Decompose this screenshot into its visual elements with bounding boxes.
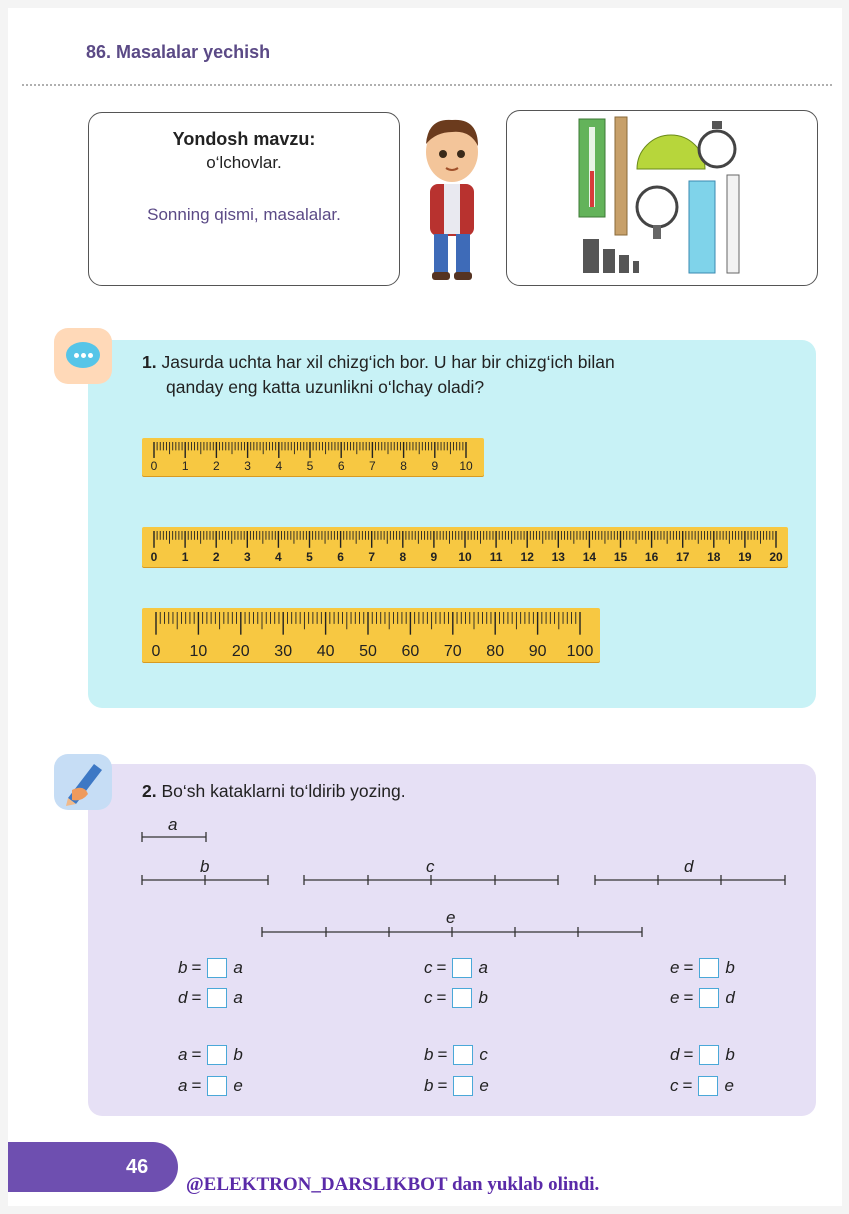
ruler-label: 12 bbox=[520, 550, 534, 564]
ruler-label: 11 bbox=[489, 550, 503, 564]
page-number-tab bbox=[8, 1142, 178, 1192]
ruler-label: 9 bbox=[430, 550, 438, 564]
equation-9: d = b bbox=[670, 1045, 735, 1064]
ruler-label: 2 bbox=[213, 459, 220, 473]
ruler-label: 13 bbox=[551, 550, 565, 564]
ruler-label: 3 bbox=[244, 459, 251, 473]
answer-box[interactable] bbox=[207, 958, 227, 978]
task1-number: 1. bbox=[142, 352, 157, 372]
ruler-label: 5 bbox=[306, 550, 313, 564]
download-note: @ELEKTRON_DARSLIKBOT dan yuklab olindi. bbox=[186, 1174, 600, 1195]
segment-label-b: b bbox=[200, 857, 210, 876]
ruler-label: 18 bbox=[707, 550, 721, 564]
segment-label-d: d bbox=[684, 857, 694, 876]
ruler-label: 80 bbox=[486, 643, 505, 660]
equation-1: b = a bbox=[178, 958, 243, 977]
answer-box[interactable] bbox=[207, 1045, 227, 1065]
equation-2: c = a bbox=[424, 958, 488, 977]
task2-instruction: Bo‘sh kataklarni to‘ldirib yozing. bbox=[161, 781, 406, 801]
equation-3: e = b bbox=[670, 958, 735, 977]
ruler-label: 7 bbox=[369, 459, 376, 473]
ruler-label: 1 bbox=[181, 459, 189, 473]
topic-subheading: o‘lchovlar. bbox=[206, 153, 282, 172]
answer-box[interactable] bbox=[452, 958, 472, 978]
segment-label-e: e bbox=[446, 908, 456, 927]
equation-5: c = b bbox=[424, 988, 488, 1007]
answer-box[interactable] bbox=[452, 988, 472, 1008]
ruler-label: 1 bbox=[181, 550, 189, 564]
ruler-label: 60 bbox=[401, 643, 420, 660]
ruler-label: 6 bbox=[337, 459, 345, 473]
ruler-label: 100 bbox=[566, 643, 594, 660]
equation-6: e = d bbox=[670, 988, 735, 1007]
ruler-label: 17 bbox=[676, 550, 690, 564]
page-number: 46 bbox=[126, 1156, 149, 1178]
ruler-label: 16 bbox=[644, 550, 659, 564]
ruler-label: 19 bbox=[738, 550, 752, 564]
ruler-label: 70 bbox=[443, 643, 462, 660]
answer-box[interactable] bbox=[699, 958, 719, 978]
equation-12: c = e bbox=[670, 1076, 734, 1095]
ruler-label: 7 bbox=[368, 550, 376, 564]
equation-7: a = b bbox=[178, 1045, 243, 1064]
topic-extra: Sonning qismi, masalalar. bbox=[147, 205, 341, 224]
ruler-label: 0 bbox=[151, 643, 161, 660]
task1-line1: Jasurda uchta har xil chizg‘ich bor. U har bir chizg‘ich bilan bbox=[161, 352, 615, 372]
answer-box[interactable] bbox=[453, 1076, 473, 1096]
ruler-label: 40 bbox=[316, 643, 335, 660]
answer-box[interactable] bbox=[207, 988, 227, 1008]
ruler-label: 6 bbox=[337, 550, 344, 564]
ruler-label: 50 bbox=[359, 643, 377, 660]
equation-10: a = e bbox=[178, 1076, 243, 1095]
equation-4: d = a bbox=[178, 988, 243, 1007]
topic-heading: Yondosh mavzu: bbox=[172, 129, 316, 149]
page-title: 86. Masalalar yechish bbox=[86, 42, 271, 62]
ruler-label: 15 bbox=[613, 550, 628, 564]
segment-label-a: a bbox=[168, 815, 178, 834]
ruler-label: 5 bbox=[306, 459, 314, 473]
task2-number: 2. bbox=[142, 781, 157, 801]
answer-box[interactable] bbox=[453, 1045, 473, 1065]
equation-11: b = e bbox=[424, 1076, 489, 1095]
ruler-label: 0 bbox=[150, 459, 158, 473]
ruler-label: 20 bbox=[231, 643, 250, 660]
ruler-label: 20 bbox=[769, 550, 783, 564]
ruler-label: 10 bbox=[459, 459, 473, 473]
ruler-label: 30 bbox=[274, 643, 293, 660]
ruler-label: 8 bbox=[400, 459, 407, 473]
ruler-label: 10 bbox=[458, 550, 472, 564]
ruler-label: 9 bbox=[431, 459, 439, 473]
ruler-label: 90 bbox=[528, 643, 547, 660]
answer-box[interactable] bbox=[699, 1045, 719, 1065]
ruler-label: 4 bbox=[275, 459, 283, 473]
ruler-label: 3 bbox=[243, 550, 251, 564]
ruler-label: 0 bbox=[150, 550, 158, 564]
ruler-label: 4 bbox=[275, 550, 282, 564]
answer-box[interactable] bbox=[207, 1076, 227, 1096]
task1-line2: qanday eng katta uzunlikni o‘lchay oladi? bbox=[166, 377, 485, 397]
answer-box[interactable] bbox=[699, 988, 719, 1008]
ruler-label: 14 bbox=[582, 550, 597, 564]
answer-box[interactable] bbox=[698, 1076, 718, 1096]
segment-label-c: c bbox=[426, 857, 435, 876]
ruler-label: 10 bbox=[189, 643, 208, 660]
ruler-label: 2 bbox=[212, 550, 220, 564]
ruler-label: 8 bbox=[399, 550, 407, 564]
equation-8: b = c bbox=[424, 1045, 488, 1064]
